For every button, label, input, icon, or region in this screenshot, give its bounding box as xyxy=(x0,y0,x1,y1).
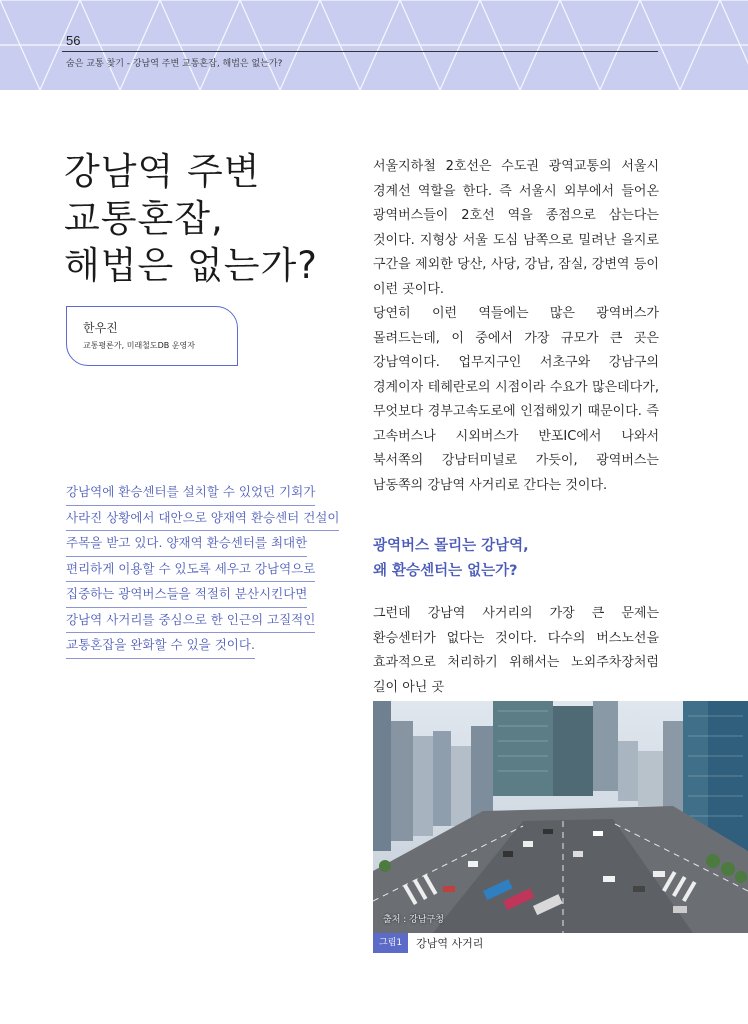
author-role: 교통평론가, 미래철도DB 운영자 xyxy=(83,341,196,350)
intersection-photo xyxy=(373,701,748,933)
body-paragraph: 그런데 강남역 사거리의 가장 큰 문제는 환승센터가 없다는 것이다. 다수의 버스노선을 효과적으로 처리하기 위해서는 노외주차장처럼 길이 아닌 곳 xyxy=(373,606,659,695)
header-pattern xyxy=(0,0,748,90)
running-head: 숨은 교통 찾기 - 강남역 주변 교통혼잡, 해법은 없는가? xyxy=(66,59,283,69)
subhead-line: 광역버스 몰리는 강남역, xyxy=(373,538,529,554)
header-band xyxy=(0,0,748,90)
subhead-line: 왜 환승센터는 없는가? xyxy=(373,562,518,579)
photo-illustration xyxy=(373,701,748,933)
lead-line: 집중하는 광역버스들을 적절히 분산시킨다면 xyxy=(66,582,307,608)
section-subhead xyxy=(373,534,659,583)
lead-line: 주목을 받고 있다. 양재역 환승센터를 최대한 xyxy=(66,531,307,557)
lead-line: 강남역에 환승센터를 설치할 수 있었던 기회가 xyxy=(66,480,315,506)
body-paragraph: 서울지하철 2호선은 수도권 광역교통의 서울시 경계선 역할을 한다. 즉 서울시 외부에서 들어온 광역버스들이 2호선 역을 종점으로 삼는다는 것이다. 지형상 서울 도심 남쪽으로 밀려난 을지로 구간을 제외한 당산, 사당, 강남, 잠실, 강변역 등이 이런 곳이다. xyxy=(373,159,659,297)
header-rule xyxy=(62,51,658,52)
title-line: 해법은 없는가? xyxy=(64,244,318,287)
lead-line: 교통혼잡을 완화할 수 있을 것이다. xyxy=(66,633,255,659)
author-box xyxy=(66,306,238,366)
lead-summary xyxy=(66,480,346,659)
page-number: 56 xyxy=(66,33,81,48)
photo-credit: 출처 : 강남구청 xyxy=(383,915,444,925)
lead-line: 강남역 사거리를 중심으로 한 인근의 고질적인 xyxy=(66,608,315,634)
figure-caption xyxy=(373,933,483,953)
figure-tag: 그림1 xyxy=(373,933,408,953)
body-column-bottom xyxy=(373,602,659,700)
figure-caption-text: 강남역 사거리 xyxy=(416,937,484,950)
author-name: 한우진 xyxy=(83,321,118,335)
title-line: 강남역 주변 xyxy=(64,150,261,193)
body-column-top xyxy=(373,155,659,498)
body-paragraph: 당연히 이런 역들에는 많은 광역버스가 몰려드는데, 이 중에서 가장 규모가 큰 곳은 강남역이다. 업무지구인 서초구와 강남구의 경계이자 테헤란로의 시점이라 수요가 많은데다가, 무엇보다 경부고속도로에 인접해있기 때문이다. 즉 고속버스나 시외버스가 반포IC에서 나와서 북서쪽의 강남터미널로 가듯이, 광역버스는 남동쪽의 강남역 사거리로 간다는 것이다. xyxy=(373,306,659,493)
title-line: 교통혼잡, xyxy=(64,197,224,240)
lead-line: 사라진 상황에서 대안으로 양재역 환승센터 건설이 xyxy=(66,506,339,532)
lead-line: 편리하게 이용할 수 있도록 세우고 강남역으로 xyxy=(66,557,315,583)
article-title xyxy=(64,148,354,289)
